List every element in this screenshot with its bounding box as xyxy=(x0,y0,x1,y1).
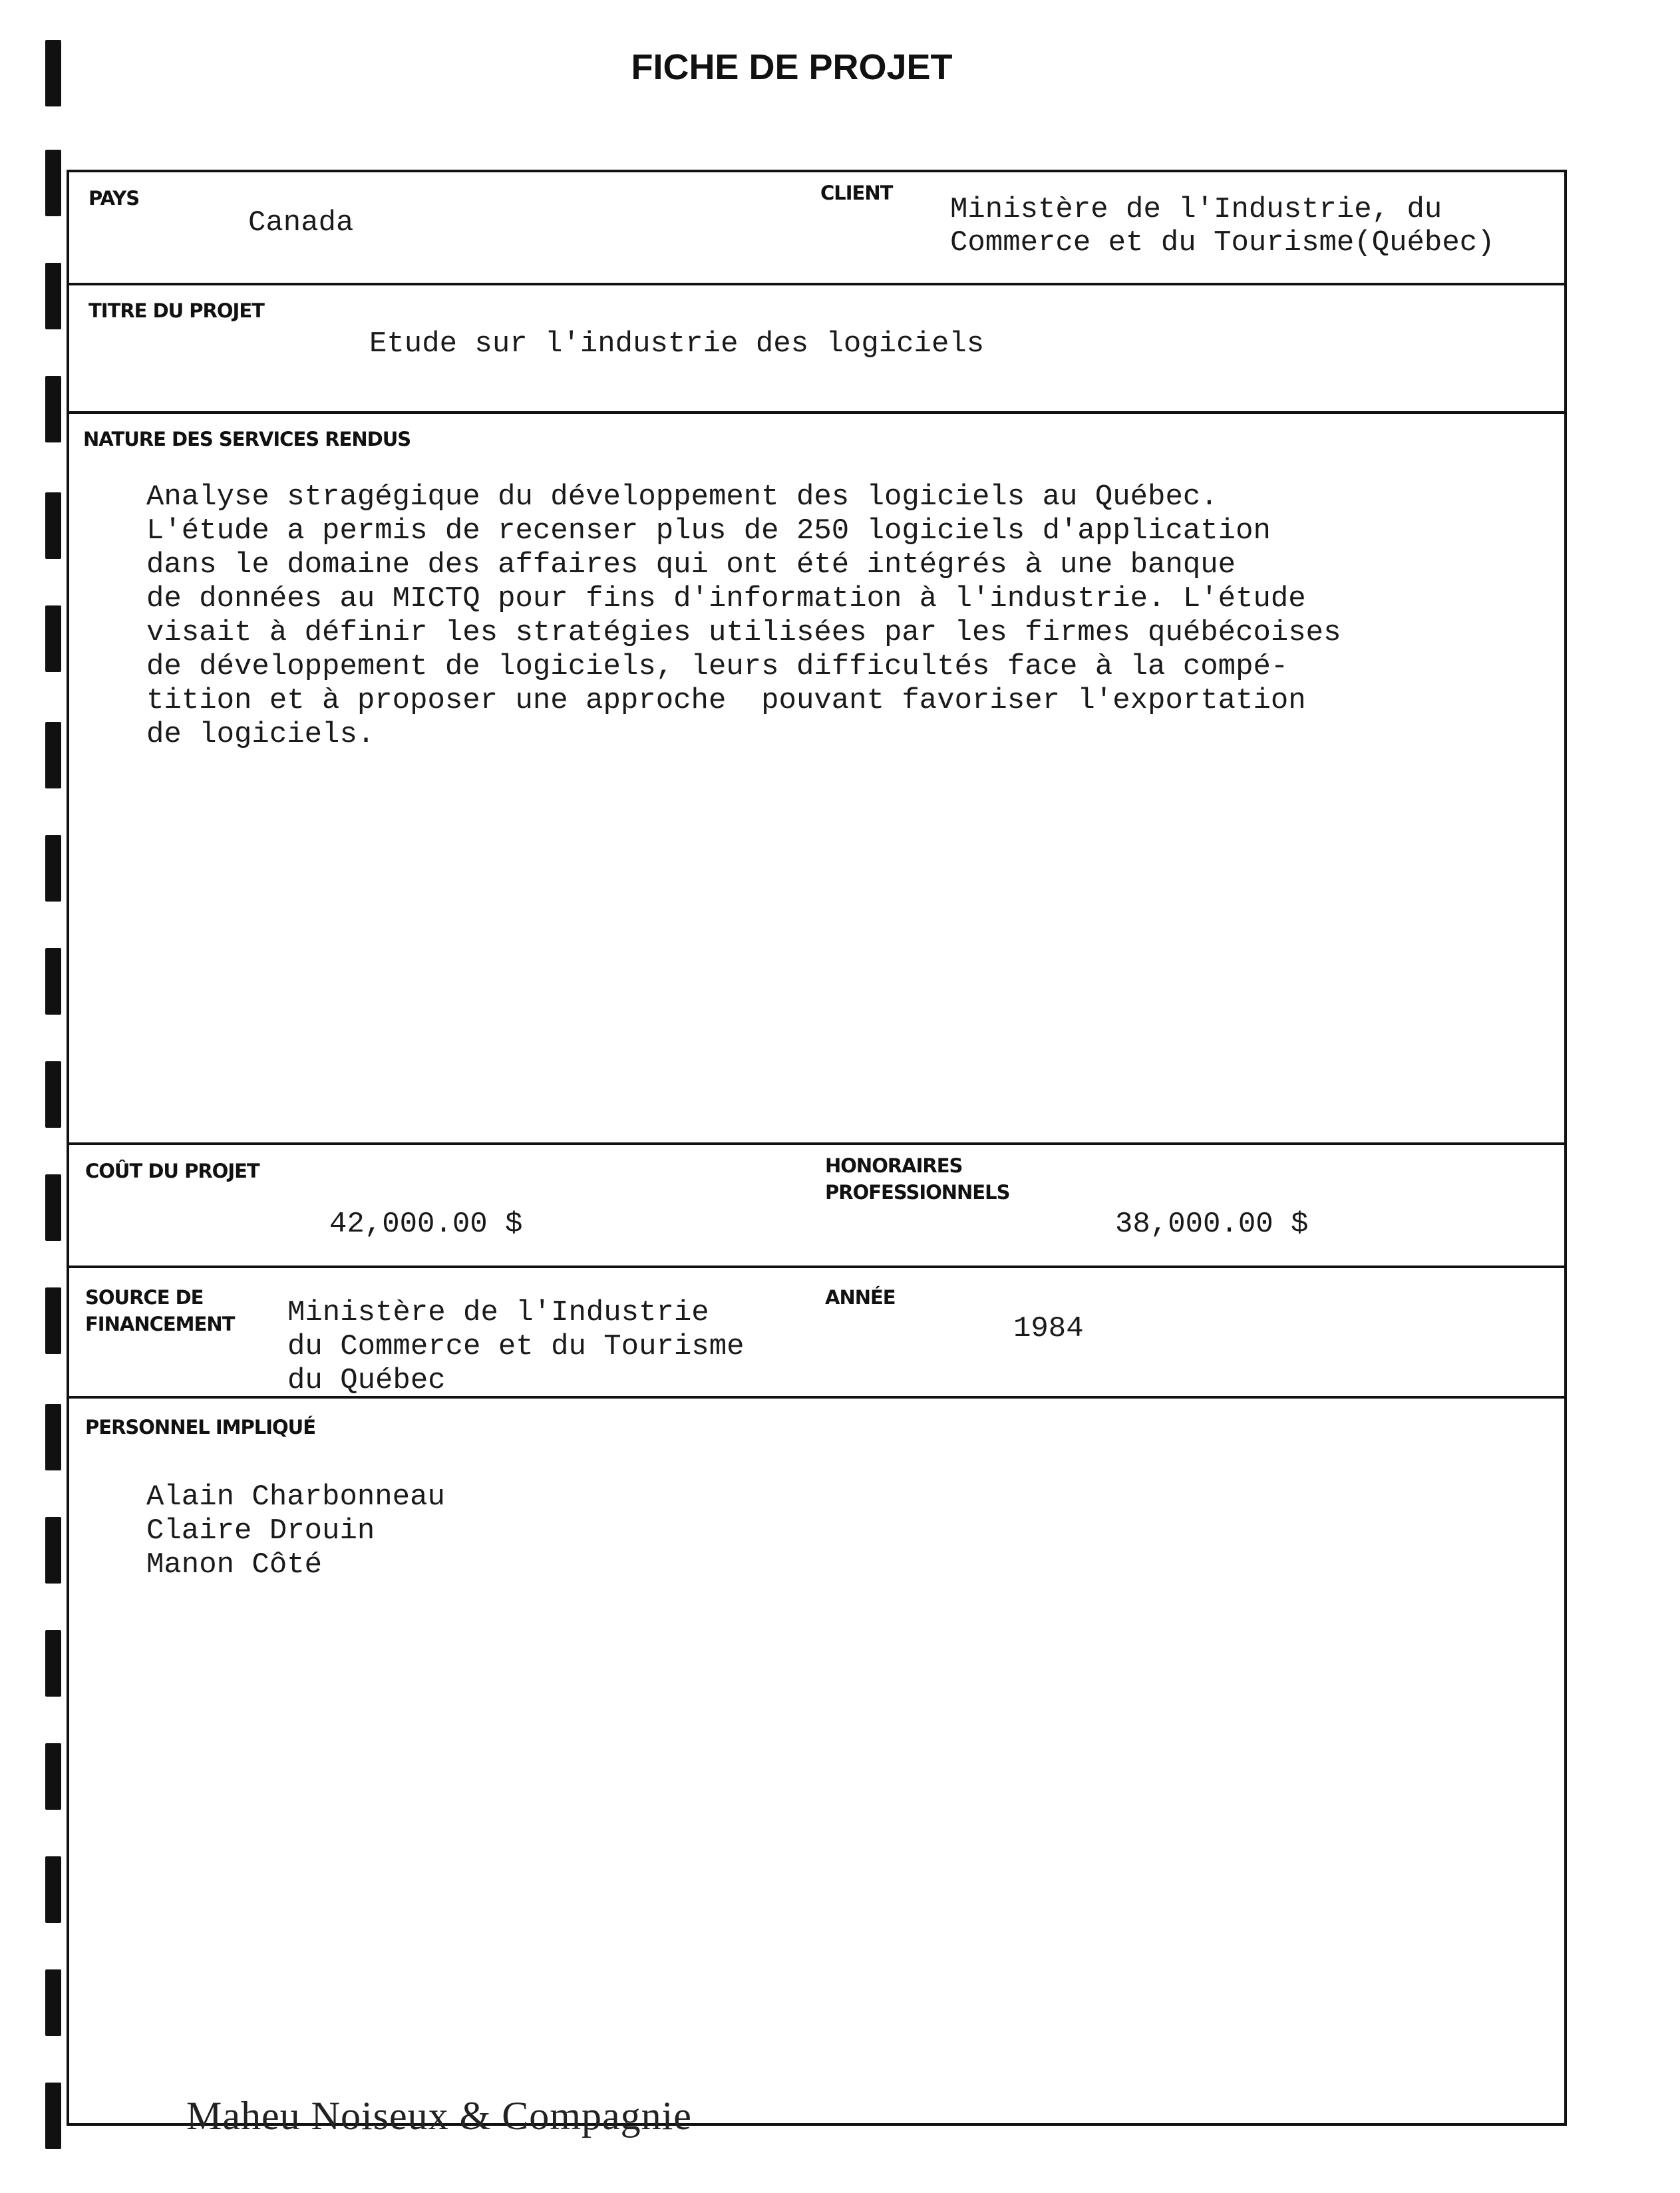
binding-mark xyxy=(45,150,61,216)
source-label: FINANCEMENT xyxy=(85,1313,235,1335)
binding-mark xyxy=(45,2083,61,2149)
binding-mark xyxy=(45,492,61,559)
nature-line: de logiciels. xyxy=(146,718,375,751)
binding-mark xyxy=(45,1856,61,1923)
source-label: SOURCE DE xyxy=(85,1286,204,1309)
cout-value: 42,000.00 $ xyxy=(329,1208,523,1241)
binding-mark xyxy=(45,1174,61,1241)
nature-line: dans le domaine des affaires qui ont été intégrés à une banque xyxy=(146,548,1236,582)
company-name: Maheu Noiseux & Compagnie xyxy=(186,2094,692,2138)
binding-mark xyxy=(45,376,61,442)
section-divider xyxy=(67,1265,1567,1268)
source-line: du Québec xyxy=(287,1364,446,1397)
annee-value: 1984 xyxy=(1013,1312,1084,1345)
personnel-name: Alain Charbonneau xyxy=(146,1480,445,1514)
annee-label: ANNÉE xyxy=(825,1286,896,1309)
cout-label: COÛT DU PROJET xyxy=(85,1160,259,1182)
binding-mark xyxy=(45,605,61,672)
binding-mark xyxy=(45,722,61,788)
binding-mark xyxy=(45,1969,61,2036)
binding-mark xyxy=(45,1287,61,1354)
page-title: FICHE DE PROJET xyxy=(631,47,953,87)
honoraires-value: 38,000.00 $ xyxy=(1115,1208,1309,1241)
binding-mark xyxy=(45,1061,61,1128)
honoraires-label: PROFESSIONNELS xyxy=(825,1181,1010,1204)
binding-mark xyxy=(45,1404,61,1470)
binding-mark xyxy=(45,948,61,1015)
binding-mark xyxy=(45,263,61,329)
titre-label: TITRE DU PROJET xyxy=(88,299,264,322)
nature-line: de données au MICTQ pour fins d'information à l'industrie. L'étude xyxy=(146,582,1306,615)
section-divider xyxy=(67,283,1567,285)
source-line: du Commerce et du Tourisme xyxy=(287,1330,745,1363)
pays-label: PAYS xyxy=(88,187,140,210)
nature-label: NATURE DES SERVICES RENDUS xyxy=(83,428,411,450)
source-line: Ministère de l'Industrie xyxy=(287,1296,709,1329)
nature-line: Analyse stragégique du développement des logiciels au Québec. xyxy=(146,480,1218,514)
pays-value: Canada xyxy=(248,206,354,240)
client-line: Commerce et du Tourisme(Québec) xyxy=(950,226,1495,259)
binding-mark xyxy=(45,1630,61,1697)
nature-line: de développement de logiciels, leurs difficultés face à la compé- xyxy=(146,650,1289,683)
nature-line: visait à définir les stratégies utilisées par les firmes québécoises xyxy=(146,616,1341,649)
honoraires-label: HONORAIRES xyxy=(825,1154,963,1177)
client-label: CLIENT xyxy=(820,182,893,204)
nature-line: tition et à proposer une approche pouvant favoriser l'exportation xyxy=(146,684,1306,717)
personnel-name: Claire Drouin xyxy=(146,1514,375,1548)
binding-mark xyxy=(45,1517,61,1584)
personnel-name: Manon Côté xyxy=(146,1548,323,1582)
section-divider xyxy=(67,1142,1567,1145)
section-divider xyxy=(67,411,1567,414)
binding-mark xyxy=(45,835,61,902)
titre-value: Etude sur l'industrie des logiciels xyxy=(369,327,985,361)
form-frame xyxy=(67,170,1567,2126)
client-line: Ministère de l'Industrie, du xyxy=(950,193,1442,226)
personnel-label: PERSONNEL IMPLIQUÉ xyxy=(85,1416,316,1438)
binding-mark xyxy=(45,1743,61,1810)
nature-line: L'étude a permis de recenser plus de 250 logiciels d'application xyxy=(146,514,1271,548)
